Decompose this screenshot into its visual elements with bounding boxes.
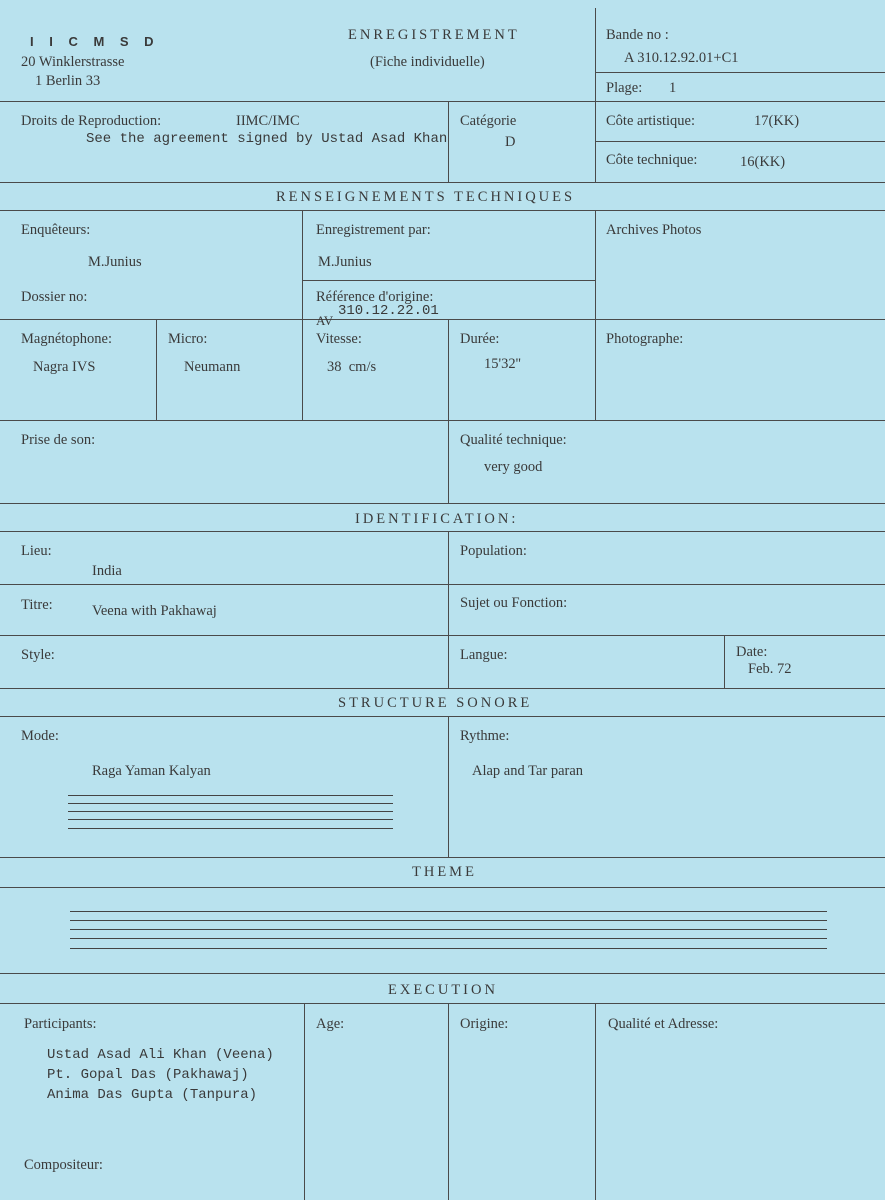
org-street: 20 Winklerstrasse <box>21 54 125 70</box>
divider <box>724 635 725 688</box>
divider <box>0 319 885 320</box>
qualite-technique-value: very good <box>484 459 543 475</box>
reference-label: Référence d'origine: <box>316 289 434 305</box>
divider <box>448 531 449 688</box>
participant-item: Anima Das Gupta (Tanpura) <box>47 1087 258 1103</box>
divider <box>302 280 595 281</box>
participant-item: Ustad Asad Ali Khan (Veena) <box>47 1047 274 1063</box>
titre-value: Veena with Pakhawaj <box>92 603 217 619</box>
divider <box>0 887 885 888</box>
lieu-label: Lieu: <box>21 543 52 559</box>
cote-artistique-label: Côte artistique: <box>606 113 695 129</box>
dossier-label: Dossier no: <box>21 289 88 305</box>
staff-line <box>70 938 827 939</box>
divider <box>0 531 885 532</box>
divider <box>448 420 449 503</box>
divider <box>0 857 885 858</box>
section-title-execution: EXECUTION <box>388 982 498 998</box>
micro-value: Neumann <box>184 359 241 375</box>
rythme-label: Rythme: <box>460 728 510 744</box>
reference-value: 310.12.22.01 <box>338 303 439 319</box>
enregistrement-par-value: M.Junius <box>318 254 372 270</box>
compositeur-label: Compositeur: <box>24 1157 103 1173</box>
divider <box>0 503 885 504</box>
divider <box>448 716 449 857</box>
qualite-technique-label: Qualité technique: <box>460 432 567 448</box>
titre-label: Titre: <box>21 597 53 613</box>
duree-label: Durée: <box>460 331 500 347</box>
bande-value: A 310.12.92.01+C1 <box>624 50 739 66</box>
divider <box>0 584 885 585</box>
cote-technique-label: Côte technique: <box>606 152 698 168</box>
origine-label: Origine: <box>460 1016 509 1032</box>
divider <box>304 1003 305 1200</box>
divider <box>448 101 449 182</box>
date-value: Feb. 72 <box>748 661 792 677</box>
enregistrement-par-label: Enregistrement par: <box>316 222 431 238</box>
cote-technique-value: 16(KK) <box>740 154 786 170</box>
rythme-value: Alap and Tar paran <box>472 763 584 779</box>
categorie-label: Catégorie <box>460 113 517 129</box>
magnetophone-label: Magnétophone: <box>21 331 113 347</box>
photographe-label: Photographe: <box>606 331 684 347</box>
qualite-adresse-label: Qualité et Adresse: <box>608 1016 719 1032</box>
plage-label: Plage: <box>606 80 643 96</box>
participant-item: Pt. Gopal Das (Pakhawaj) <box>47 1067 249 1083</box>
magnetophone-value: Nagra IVS <box>33 359 96 375</box>
divider <box>595 210 596 420</box>
section-title-identification: IDENTIFICATION: <box>355 511 519 527</box>
staff-line <box>68 811 393 812</box>
staff-line <box>68 819 393 820</box>
form-subtitle: (Fiche individuelle) <box>370 54 485 70</box>
org-name: I I C M S D <box>30 34 160 49</box>
form-title: ENREGISTREMENT <box>348 27 520 43</box>
duree-value: 15'32'' <box>484 356 521 372</box>
divider <box>448 1003 449 1200</box>
staff-line <box>68 828 393 829</box>
date-label: Date: <box>736 644 768 660</box>
plage-value: 1 <box>669 80 677 96</box>
rights-note: See the agreement signed by Ustad Asad Khan <box>86 131 448 147</box>
divider <box>0 420 885 421</box>
staff-line <box>70 911 827 912</box>
langue-label: Langue: <box>460 647 508 663</box>
micro-label: Micro: <box>168 331 208 347</box>
divider <box>595 8 596 182</box>
rights-label: Droits de Reproduction: <box>21 113 162 129</box>
divider <box>595 141 885 142</box>
categorie-value: D <box>505 134 516 150</box>
reference-prefix: AV <box>316 313 334 328</box>
divider <box>0 635 885 636</box>
section-title-theme: THEME <box>412 864 477 880</box>
divider <box>448 319 449 420</box>
age-label: Age: <box>316 1016 345 1032</box>
sujet-label: Sujet ou Fonction: <box>460 595 568 611</box>
divider <box>156 319 157 420</box>
vitesse-label: Vitesse: <box>316 331 362 347</box>
staff-line <box>70 920 827 921</box>
divider <box>0 1003 885 1004</box>
mode-value: Raga Yaman Kalyan <box>92 763 211 779</box>
enqueteurs-value: M.Junius <box>88 254 142 270</box>
divider <box>0 688 885 689</box>
lieu-value: India <box>92 563 122 579</box>
staff-line <box>68 795 393 796</box>
participants-label: Participants: <box>24 1016 97 1032</box>
staff-line <box>68 803 393 804</box>
prise-de-son-label: Prise de son: <box>21 432 96 448</box>
cote-artistique-value: 17(KK) <box>754 113 800 129</box>
divider <box>0 716 885 717</box>
divider <box>595 1003 596 1200</box>
style-label: Style: <box>21 647 55 663</box>
staff-line <box>70 948 827 949</box>
divider <box>302 210 303 420</box>
divider <box>0 210 885 211</box>
divider <box>0 973 885 974</box>
divider <box>0 101 885 102</box>
org-city: 1 Berlin 33 <box>35 73 101 89</box>
enqueteurs-label: Enquêteurs: <box>21 222 91 238</box>
staff-line <box>70 929 827 930</box>
vitesse-value: 38 cm/s <box>327 359 377 375</box>
section-title-structure: STRUCTURE SONORE <box>338 695 533 711</box>
divider <box>0 182 885 183</box>
bande-label: Bande no : <box>606 27 669 43</box>
archives-label: Archives Photos <box>606 222 702 238</box>
mode-label: Mode: <box>21 728 59 744</box>
rights-value: IIMC/IMC <box>236 113 300 129</box>
population-label: Population: <box>460 543 527 559</box>
divider <box>595 72 885 73</box>
section-title-technical: RENSEIGNEMENTS TECHNIQUES <box>276 189 576 205</box>
